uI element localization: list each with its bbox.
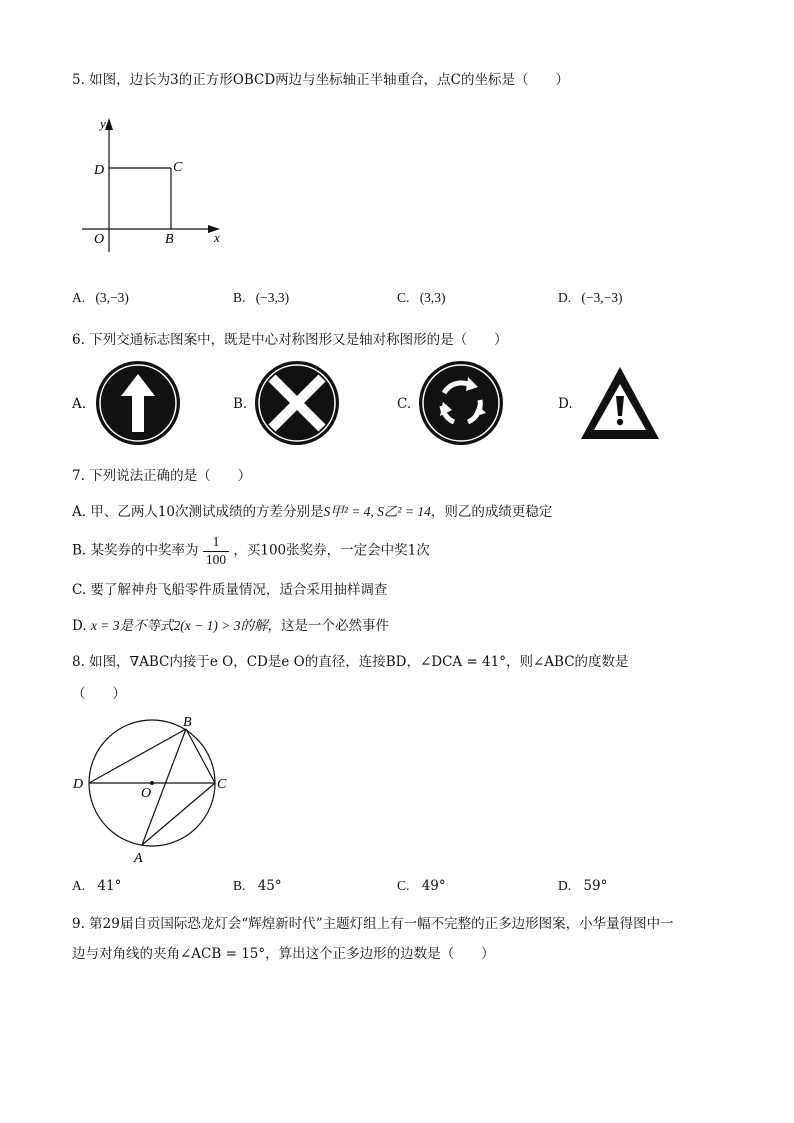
q5-y-label: y — [100, 116, 106, 131]
q5-point-b: B — [165, 232, 174, 247]
q9-stem-line1: 9. 第29届自贡国际恐龙灯会“辉煌新时代”主题灯组上有一幅不完整的正多边形图案，小华量得图中一 — [72, 916, 674, 932]
q6-stem: 6. 下列交通标志图案中，既是中心对称图形又是轴对称图形的是（ ） — [72, 332, 508, 348]
q8-option-b-text: 45° — [257, 878, 282, 894]
q5-option-c[interactable]: C. (3,3) — [397, 290, 446, 305]
q6-option-d-label[interactable]: D. — [558, 396, 573, 412]
q5-option-a-text: (3,−3) — [95, 290, 129, 305]
q8-option-c[interactable]: C. 49° — [397, 878, 446, 894]
q8-point-d: D — [73, 777, 84, 792]
q8-point-b: B — [183, 715, 192, 730]
q5-option-d-text: (−3,−3) — [581, 290, 623, 305]
q8-stem-line2: （ ） — [72, 686, 126, 702]
q5-point-c: C — [173, 160, 183, 175]
q8-option-b[interactable]: B. 45° — [233, 878, 282, 894]
q8-point-c: C — [217, 777, 227, 792]
q5-stem: 5. 如图，边长为3的正方形OBCD两边与坐标轴正半轴重合，点C的坐标是（ ） — [72, 72, 569, 88]
warning-triangle-sign-icon[interactable] — [578, 364, 662, 442]
q7-stem: 7. 下列说法正确的是（ ） — [72, 468, 252, 484]
q7-option-b[interactable]: B. 某奖券的中奖率为 $\frac{1}{100}$ ，买100张奖券，一定会中奖1次 — [72, 534, 430, 567]
q8-option-d-text: 59° — [583, 878, 608, 894]
q5-point-o: O — [94, 232, 105, 247]
q8-option-a-text: 41° — [97, 878, 122, 894]
q6-option-a-label[interactable]: A. — [72, 396, 87, 412]
q6-option-c-label[interactable]: C. — [397, 396, 412, 412]
q5-option-b-text: (−3,3) — [255, 290, 290, 305]
q9-stem-line2: 边与对角线的夹角∠ACB = 15°，算出这个正多边形的边数是（ ） — [72, 946, 495, 962]
q7-option-d[interactable]: D. x = 3是不等式2(x − 1) > 3的解，这是一个必然事件 — [72, 618, 389, 634]
q7-option-d-math: x = 3是不等式2(x − 1) > 3的解 — [90, 618, 268, 633]
q8-point-o: O — [141, 786, 152, 801]
q5-option-c-text: (3,3) — [419, 290, 446, 305]
q5-option-d[interactable]: D. (−3,−3) — [558, 290, 623, 305]
q8-stem-line1: 8. 如图，∇ABC内接于e O，CD是e O的直径，连接BD，∠DCA = 41°，则∠ABC的度数是 — [72, 654, 629, 670]
q5-x-label: x — [214, 230, 220, 245]
q7-option-c[interactable]: C. 要了解神舟飞船零件质量情况，适合采用抽样调查 — [72, 582, 388, 598]
roundabout-sign-icon[interactable] — [418, 360, 504, 446]
q5-option-a[interactable]: A. (3,−3) — [72, 290, 129, 305]
q5-coordinate-figure — [78, 112, 228, 252]
q8-circle-figure — [70, 712, 240, 867]
q8-option-c-text: 49° — [421, 878, 446, 894]
q8-option-d[interactable]: D. 59° — [558, 878, 608, 894]
q5-point-d: D — [94, 163, 105, 178]
q5-option-b[interactable]: B. (−3,3) — [233, 290, 290, 305]
q7-option-b-fraction: $\frac{1}{100}$ — [203, 534, 229, 569]
q8-option-a[interactable]: A. 41° — [72, 878, 122, 894]
x-cross-sign-icon[interactable] — [254, 360, 340, 446]
q8-point-a: A — [134, 851, 143, 866]
q6-option-b-label[interactable]: B. — [233, 396, 248, 412]
q7-option-a[interactable]: A. 甲、乙两人10次测试成绩的方差分别是S甲² = 4, S乙² = 14，则乙的成绩更稳定 — [72, 504, 553, 520]
q7-option-a-math: S甲² = 4, S乙² = 14 — [323, 504, 431, 519]
up-arrow-sign-icon[interactable] — [95, 360, 181, 446]
